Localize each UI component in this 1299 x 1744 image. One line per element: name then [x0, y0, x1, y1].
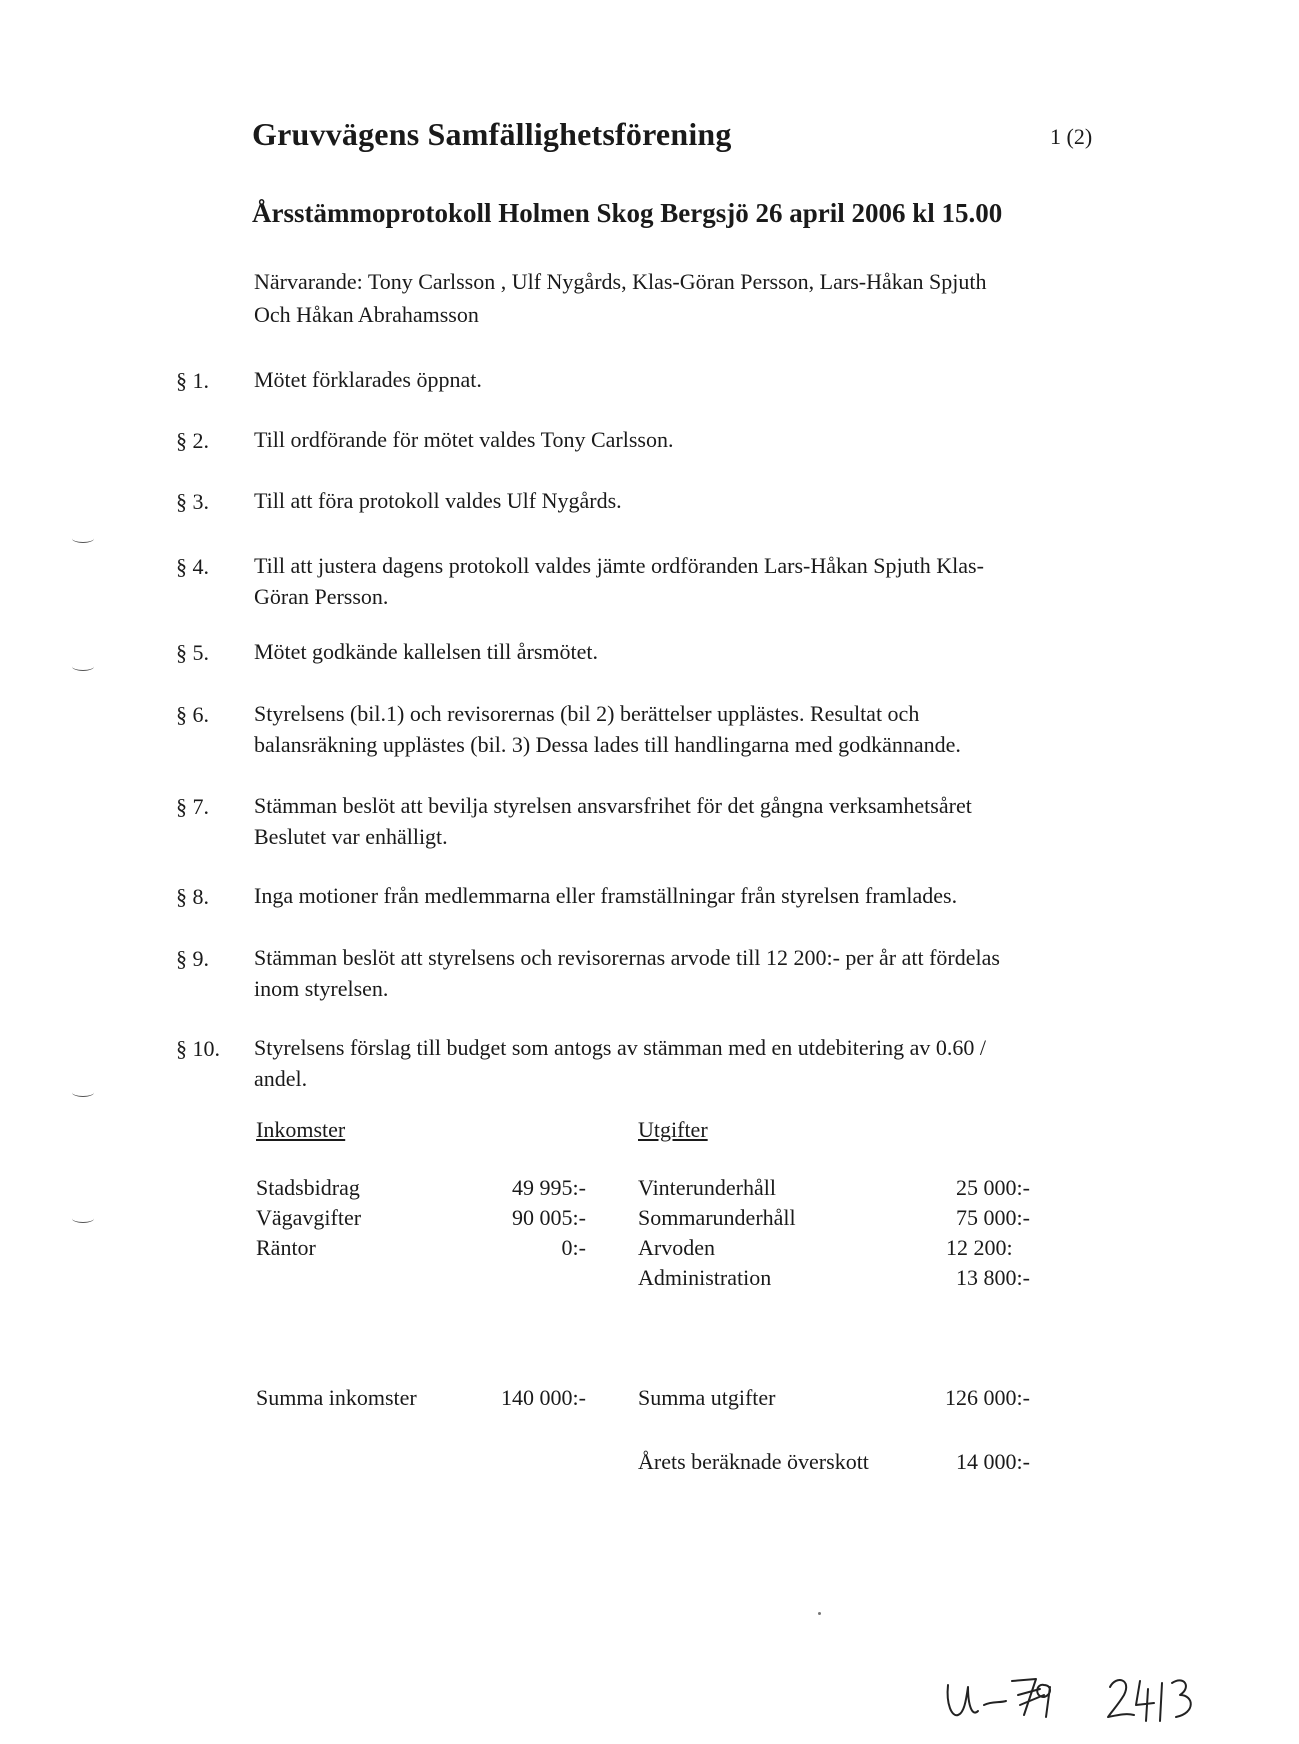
margin-mark [72, 662, 94, 671]
expense-header: Utgifter [638, 1117, 708, 1142]
income-value: 49 995:- [512, 1175, 586, 1200]
page-number: 1 (2) [1050, 124, 1093, 149]
expense-value: 12 200: [946, 1235, 1013, 1260]
section-number: § 3. [176, 489, 209, 514]
handwriting-drawing [940, 1665, 1220, 1735]
section-text [254, 698, 1104, 760]
section-line: inom styrelsen. [254, 976, 389, 1001]
section-number: § 2. [176, 428, 209, 453]
total-income-label: Summa inkomster [256, 1385, 417, 1410]
total-expense-label: Summa utgifter [638, 1385, 776, 1410]
document-title: Gruvvägens Samfällighetsförening [252, 116, 732, 152]
section-number: § 5. [176, 640, 209, 665]
income-value: 0:- [561, 1235, 586, 1260]
expense-value: 25 000:- [956, 1175, 1030, 1200]
handwritten-note [940, 1665, 1220, 1735]
income-label: Vägavgifter [256, 1205, 362, 1230]
expense-value: 13 800:- [956, 1265, 1030, 1290]
section-line: Mötet godkände kallelsen till årsmötet. [254, 639, 598, 664]
section-line: Beslutet var enhälligt. [254, 824, 448, 849]
section-text [254, 790, 1104, 852]
section-line: Stämman beslöt att bevilja styrelsen ansvarsfrihet för det gångna verksamhetsåret [254, 793, 972, 818]
expense-label: Arvoden [638, 1235, 715, 1260]
section-number: § 1. [176, 368, 209, 393]
income-label: Räntor [256, 1235, 316, 1260]
speck [818, 1612, 821, 1615]
section-text [254, 942, 1104, 1004]
section-text [254, 364, 1104, 395]
section-line: andel. [254, 1066, 308, 1091]
surplus-label: Årets beräknade överskott [638, 1449, 869, 1474]
expense-label: Vinterunderhåll [638, 1175, 776, 1200]
section-text [254, 636, 1104, 667]
expense-label: Administration [638, 1265, 772, 1290]
section-line: Mötet förklarades öppnat. [254, 367, 482, 392]
section-line: Till ordförande för mötet valdes Tony Carlsson. [254, 427, 674, 452]
section-text [254, 550, 1104, 612]
total-income-value: 140 000:- [501, 1385, 586, 1410]
section-line: Stämman beslöt att styrelsens och revisorernas arvode till 12 200:- per år att fördelas [254, 945, 1000, 970]
section-line: Till att föra protokoll valdes Ulf Nygårds. [254, 488, 622, 513]
section-line: Inga motioner från medlemmarna eller framställningar från styrelsen framlades. [254, 883, 958, 908]
document-subtitle: Årsstämmoprotokoll Holmen Skog Bergsjö 26 april 2006 kl 15.00 [252, 198, 1003, 228]
section-text [254, 880, 1104, 911]
surplus-value: 14 000:- [956, 1449, 1030, 1474]
section-number: § 7. [176, 794, 209, 819]
expense-label: Sommarunderhåll [638, 1205, 796, 1230]
income-header: Inkomster [256, 1117, 346, 1142]
margin-mark [72, 1214, 94, 1223]
total-expense-value: 126 000:- [945, 1385, 1030, 1410]
section-number: § 4. [176, 554, 209, 579]
section-number: § 6. [176, 702, 209, 727]
attendees-line-1: Närvarande: Tony Carlsson , Ulf Nygårds, Klas-Göran Persson, Lars-Håkan Spjuth [254, 269, 987, 294]
section-number: § 8. [176, 884, 209, 909]
section-line: Till att justera dagens protokoll valdes jämte ordföranden Lars-Håkan Spjuth Klas- [254, 553, 984, 578]
expense-value: 75 000:- [956, 1205, 1030, 1230]
section-number: § 9. [176, 946, 209, 971]
section-line: balansräkning upplästes (bil. 3) Dessa lades till handlingarna med godkännande. [254, 732, 961, 757]
margin-mark [72, 1088, 94, 1097]
section-line: Styrelsens förslag till budget som antogs av stämman med en utdebitering av 0.60 / [254, 1035, 986, 1060]
income-label: Stadsbidrag [256, 1175, 360, 1200]
section-line: Styrelsens (bil.1) och revisorernas (bil 2) berättelser upplästes. Resultat och [254, 701, 920, 726]
section-line: Göran Persson. [254, 584, 389, 609]
section-text [254, 424, 1104, 455]
section-number: § 10. [176, 1036, 220, 1061]
section-text [254, 485, 1104, 516]
section-text [254, 1032, 1104, 1094]
attendees-line-2: Och Håkan Abrahamsson [254, 302, 479, 327]
margin-mark [72, 534, 94, 543]
income-value: 90 005:- [512, 1205, 586, 1230]
